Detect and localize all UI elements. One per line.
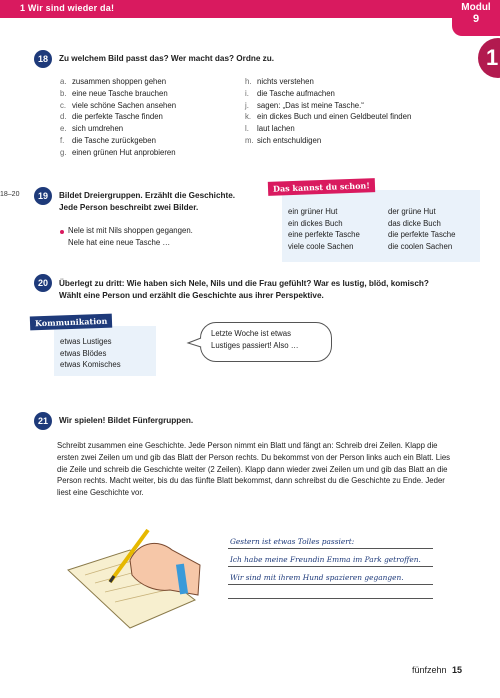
writing-rule xyxy=(228,548,433,549)
list-item: k. ein dickes Buch und einen Geldbeutel finden xyxy=(245,112,412,122)
modul-label: Modul xyxy=(461,2,491,13)
task-18-badge: 18 xyxy=(34,50,52,68)
section-number-circle: 1 xyxy=(478,38,500,78)
modul-number: 9 xyxy=(472,13,480,25)
task-21-badge: 21 xyxy=(34,412,52,430)
task-18-left-list xyxy=(60,76,176,159)
list-item: l. laut lachen xyxy=(245,124,295,134)
page-number: 15 xyxy=(452,665,463,675)
list-item: b. eine neue Tasche brauchen xyxy=(60,88,168,98)
writing-rule xyxy=(228,584,433,585)
task-20-question: Überlegt zu dritt: Wie haben sich Nele, Nils und die Frau gefühlt? War es lustig, blöd, komisch? Wählt eine Person und erzählt die Geschichte aus ihrer Perspektive. xyxy=(59,279,429,300)
bullet-icon xyxy=(60,230,64,234)
speech-bubble-text: Letzte Woche ist etwas Lustiges passiert! Also … xyxy=(211,329,299,350)
list-item: j. sagen: „Das ist meine Tasche.“ xyxy=(245,100,364,110)
page-number-word: fünfzehn xyxy=(412,665,447,675)
task-21-question: Wir spielen! Bildet Fünfergruppen. xyxy=(59,416,194,425)
list-item: d. die perfekte Tasche finden xyxy=(60,112,163,122)
kommunikation-label: Kommunikation xyxy=(30,314,113,331)
task-18-right-list xyxy=(245,76,411,147)
list-item: h. nichts verstehen xyxy=(245,77,314,86)
list-item: i. die Tasche aufmachen xyxy=(245,88,335,98)
chapter-header-bar xyxy=(0,0,500,18)
speech-bubble xyxy=(200,322,332,362)
kannst-left-column: ein grüner Hut ein dickes Buch eine perfekte Tasche viele coole Sachen xyxy=(288,207,360,251)
chapter-title: 1 Wir sind wieder da! xyxy=(20,3,115,13)
modul-tab xyxy=(452,0,500,36)
task-19-example: Nele ist mit Nils shoppen gegangen. Nele hat eine neue Tasche … xyxy=(68,226,193,247)
handwritten-line: Wir sind mit ihrem Hund spazieren gegangen. xyxy=(230,573,404,582)
task-18-question: Zu welchem Bild passt das? Wer macht das? Ordne zu. xyxy=(59,54,275,63)
task-20-badge: 20 xyxy=(34,274,52,292)
handwritten-line: Ich habe meine Freundin Emma im Park getroffen. xyxy=(230,555,421,564)
hand-writing-illustration xyxy=(60,520,210,630)
task-19-badge: 19 xyxy=(34,187,52,205)
list-item: c. viele schöne Sachen ansehen xyxy=(60,100,177,110)
list-item: e. sich umdrehen xyxy=(60,124,124,134)
kommunikation-items: etwas Lustiges etwas Blödes etwas Komisches xyxy=(60,337,121,369)
kommunikation-box xyxy=(54,326,156,376)
list-item: a. zusammen shoppen gehen xyxy=(60,77,167,86)
kannst-right-column: der grüne Hut das dicke Buch die perfekte Tasche die coolen Sachen xyxy=(388,207,456,251)
page-reference: 18–20 xyxy=(0,191,20,198)
kannst-du-schon-label: Das kannst du schon! xyxy=(268,178,375,196)
kannst-du-schon-box xyxy=(282,190,480,262)
task-21-instructions: Schreibt zusammen eine Geschichte. Jede Person nimmt ein Blatt und fängt an: Schreib drei Zeilen. Klapp die ersten zwei Zeilen um und gib das Blatt der Person rechts. Du bekommst von der Person links auch ein Blatt. Lies die Zeile und schreib die Geschichte weiter (2 Zeilen). Klapp dann wieder zwei Zeilen um und gib das Blatt an die Person rechts. Macht weiter, bis du das fünfte Blatt bekommst, dann schreibst du die Geschichte zu Ende. Jeder liest eine Geschichte vor. xyxy=(57,441,451,498)
list-item: g. einen grünen Hut anprobieren xyxy=(60,147,176,157)
list-item: f. die Tasche zurückgeben xyxy=(60,135,156,145)
writing-rule xyxy=(228,566,433,567)
speech-bubble-tail xyxy=(186,336,204,350)
writing-rule xyxy=(228,598,433,599)
handwritten-line: Gestern ist etwas Tolles passiert: xyxy=(230,537,355,546)
list-item: m. sich entschuldigen xyxy=(245,135,322,145)
task-19-question: Bildet Dreiergruppen. Erzählt die Geschichte. Jede Person beschreibt zwei Bilder. xyxy=(59,191,236,212)
